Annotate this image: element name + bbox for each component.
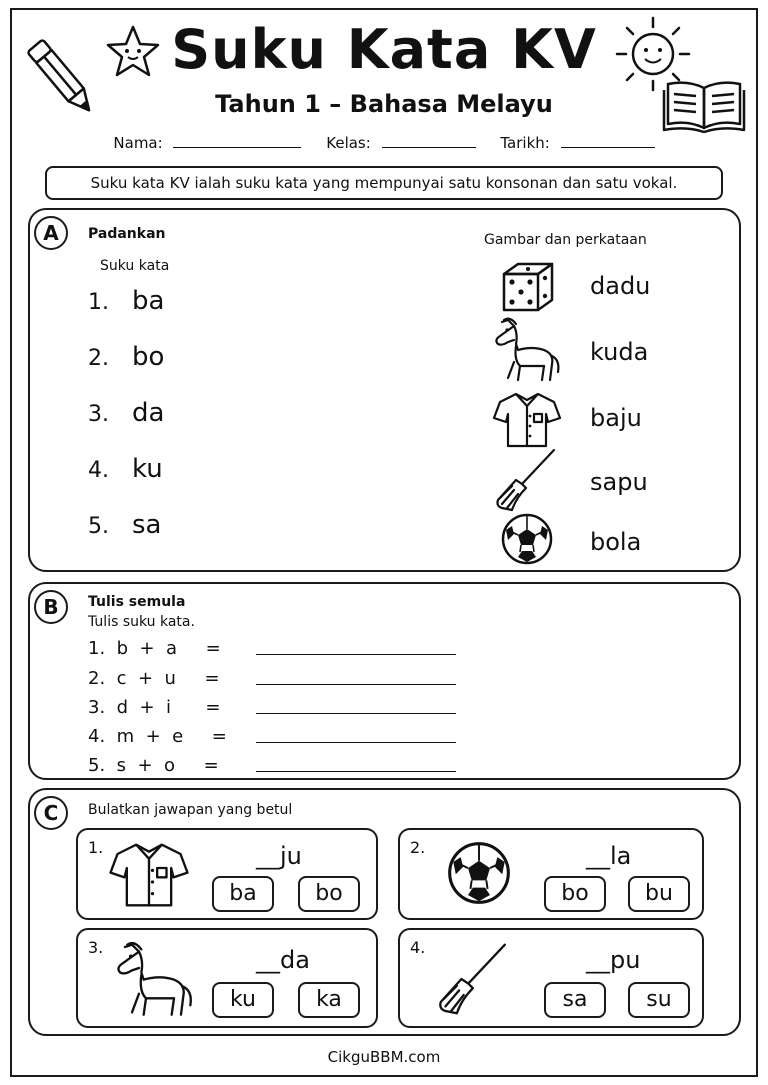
equation-row: 1. b + a = (88, 638, 221, 659)
info-box: Suku kata KV ialah suku kata yang mempunyai satu konsonan dan satu vokal. (45, 166, 723, 200)
question-card (76, 928, 378, 1028)
horse-icon (488, 316, 564, 388)
student-fields (0, 134, 768, 152)
answer-line[interactable] (256, 771, 456, 772)
word-item[interactable]: kuda (590, 338, 649, 366)
footer-credit: CikguBBM.com (327, 1048, 441, 1066)
shirt-icon (106, 840, 192, 910)
syllable-item[interactable]: 4. ku (88, 454, 163, 484)
section-c-title: Bulatkan jawapan yang betul (88, 802, 293, 818)
option-button[interactable]: bo (298, 876, 360, 912)
blank-word: __la (586, 842, 632, 870)
section-b-title: Tulis semula (88, 594, 186, 610)
syllable-item[interactable]: 5. sa (88, 510, 162, 540)
blank-word: __ju (256, 842, 302, 870)
soccer-ball-icon (500, 512, 554, 566)
section-b-instruction: Tulis suku kata. (88, 614, 195, 630)
name-field[interactable] (173, 134, 301, 148)
equation-row: 5. s + o = (88, 755, 219, 776)
question-card (398, 828, 704, 920)
section-c (28, 788, 741, 1036)
question-number: 1. (88, 838, 104, 857)
answer-line[interactable] (256, 654, 456, 655)
option-button[interactable]: ka (298, 982, 360, 1018)
answer-line[interactable] (256, 742, 456, 743)
date-label: Tarikh: (500, 134, 550, 152)
question-number: 4. (410, 938, 426, 957)
section-a-badge: A (34, 216, 68, 250)
page-subtitle: Tahun 1 – Bahasa Melayu (215, 90, 553, 118)
syllable-item[interactable]: 3. da (88, 398, 165, 428)
option-button[interactable]: bo (544, 876, 606, 912)
equation-row: 2. c + u = (88, 668, 220, 689)
answer-line[interactable] (256, 684, 456, 685)
name-label: Nama: (113, 134, 163, 152)
syllable-item[interactable]: 1. ba (88, 286, 165, 316)
word-item[interactable]: dadu (590, 272, 651, 300)
option-button[interactable]: ba (212, 876, 274, 912)
answer-line[interactable] (256, 713, 456, 714)
question-number: 2. (410, 838, 426, 857)
equation-row: 4. m + e = (88, 726, 227, 747)
syllable-item[interactable]: 2. bo (88, 342, 165, 372)
option-button[interactable]: bu (628, 876, 690, 912)
page-title: Suku Kata KV (171, 18, 597, 81)
shirt-icon (492, 390, 562, 450)
blank-word: __pu (586, 946, 641, 974)
section-c-badge: C (34, 796, 68, 830)
equation-row: 3. d + i = (88, 697, 221, 718)
blank-word: __da (256, 946, 310, 974)
word-item[interactable]: bola (590, 528, 642, 556)
broom-icon (492, 446, 562, 514)
horse-icon (108, 940, 198, 1024)
date-field[interactable] (561, 134, 655, 148)
option-button[interactable]: ku (212, 982, 274, 1018)
picture-heading: Gambar dan perkataan (484, 232, 647, 248)
broom-icon (434, 938, 514, 1020)
section-a-title: Padankan (88, 226, 166, 242)
class-field[interactable] (382, 134, 476, 148)
question-card (398, 928, 704, 1028)
option-button[interactable]: sa (544, 982, 606, 1018)
option-button[interactable]: su (628, 982, 690, 1018)
soccer-ball-icon (446, 840, 512, 906)
question-card (76, 828, 378, 920)
word-item[interactable]: sapu (590, 468, 648, 496)
word-item[interactable]: baju (590, 404, 642, 432)
syllable-heading: Suku kata (100, 258, 170, 274)
section-b-badge: B (34, 590, 68, 624)
section-b (28, 582, 741, 780)
class-label: Kelas: (326, 134, 371, 152)
section-a (28, 208, 741, 572)
question-number: 3. (88, 938, 104, 957)
dice-icon (500, 260, 556, 314)
